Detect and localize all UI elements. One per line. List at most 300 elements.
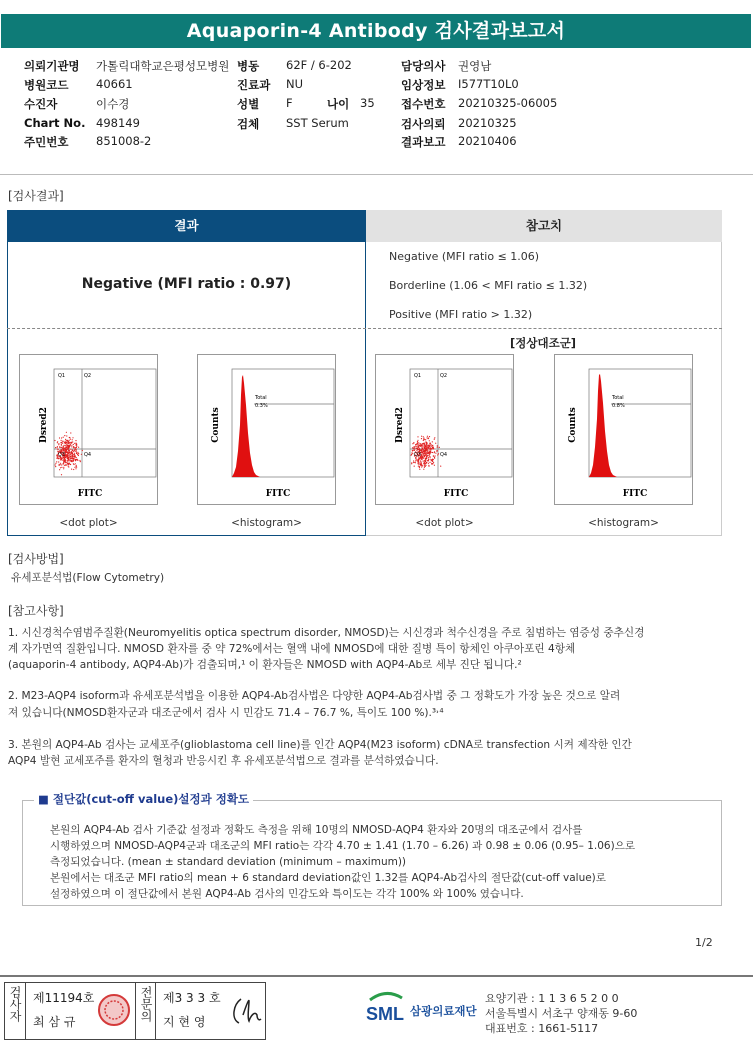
scatter-dot (72, 439, 73, 440)
q1-label: Q1 (414, 373, 422, 379)
scatter-dot (61, 474, 62, 475)
x-axis-label: FITC (443, 489, 469, 499)
scatter-dot (70, 432, 71, 433)
total-percent: 0.3% (255, 403, 268, 409)
scatter-dot (416, 444, 417, 445)
ref-negative: Negative (MFI ratio ≤ 1.06) (389, 250, 540, 263)
scatter-dot (59, 465, 60, 466)
scatter-dot (412, 443, 413, 444)
sml-logo-text: SML (366, 1004, 404, 1024)
scatter-dot (69, 455, 70, 456)
scatter-dot (419, 469, 420, 470)
total-label: Total (612, 395, 624, 401)
scatter-dot (71, 452, 72, 453)
method-text: 유세포분석법(Flow Cytometry) (11, 572, 165, 584)
scatter-dot (431, 464, 432, 465)
scatter-dot (76, 450, 77, 451)
scatter-dot (413, 447, 414, 448)
scatter-dot (421, 438, 422, 439)
scatter-dot (417, 442, 418, 443)
scatter-dot (73, 463, 74, 464)
table-dashed-divider (7, 328, 722, 329)
scatter-dot (438, 453, 439, 454)
scatter-dot (425, 458, 426, 459)
scatter-dot (427, 455, 428, 456)
scatter-dot (66, 435, 67, 436)
q2-label: Q2 (440, 373, 448, 379)
scatter-dot (432, 448, 433, 449)
company-name: 삼광의료재단 (410, 1004, 477, 1018)
cutoff-line-3: 측정되었습니다. (mean ± standard deviation (minimum – maximum)) (50, 856, 407, 868)
scatter-dot (413, 460, 414, 461)
scatter-dot (75, 460, 76, 461)
scatter-dot (423, 439, 424, 440)
scatter-dot (64, 448, 65, 449)
note-3-line-2: AQP4 발현 교세포주를 환자의 혈청과 반응시킨 후 유세포분석법으로 결과를 분석하였습니다. (8, 755, 439, 767)
chart-label: Chart No. (24, 116, 86, 130)
scatter-dot (420, 450, 421, 451)
scatter-dot (422, 465, 423, 466)
scatter-dot (73, 444, 74, 445)
scatter-dot (65, 460, 66, 461)
scatter-dot (419, 448, 420, 449)
scatter-dot (73, 454, 74, 455)
scatter-dot (423, 436, 424, 437)
scatter-dot (63, 468, 64, 469)
scatter-dot (68, 448, 69, 449)
scatter-dot (431, 444, 432, 445)
scatter-dot (65, 439, 66, 440)
scatter-dot (426, 443, 427, 444)
scatter-dot (417, 444, 418, 445)
scatter-dot (71, 456, 72, 457)
scatter-dot (59, 469, 60, 470)
reference-header: 참고치 (366, 210, 722, 242)
scatter-dot (61, 464, 62, 465)
scatter-dot (424, 445, 425, 446)
y-axis-label: Counts (568, 407, 578, 443)
note-1-line-2: 계 자가면역 질환입니다. NMOSD 환자를 중 약 72%에서는 혈액 내에 NMOSD에 대한 질병 특이 항체인 아쿠아포린 4항체 (8, 643, 576, 655)
scatter-dot (437, 447, 438, 448)
scatter-dot (75, 468, 76, 469)
signature-icon (227, 993, 263, 1029)
scatter-dot (418, 445, 419, 446)
resident-value: 851008-2 (96, 134, 152, 148)
page-number: 1/2 (695, 936, 713, 949)
dot-plot-patient-svg (20, 355, 159, 506)
scatter-dot (66, 432, 67, 433)
scatter-dot (80, 461, 81, 462)
scatter-dot (73, 446, 74, 447)
patient-value: 이수경 (96, 97, 130, 111)
report-date-label: 결과보고 (401, 135, 446, 149)
scatter-dot (73, 451, 74, 452)
scatter-dot (70, 439, 71, 440)
ref-positive: Positive (MFI ratio > 1.32) (389, 308, 533, 321)
control-label: [정상대조군] (510, 336, 577, 350)
scatter-dot (75, 447, 76, 448)
ward-label: 병동 (237, 59, 260, 73)
scatter-dot (425, 460, 426, 461)
scatter-dot (68, 459, 69, 460)
scatter-dot (426, 462, 427, 463)
scatter-dot (68, 465, 69, 466)
scatter-dot (72, 450, 73, 451)
signature-box (4, 982, 266, 1040)
scatter-dot (65, 449, 66, 450)
scatter-dot (76, 453, 77, 454)
scatter-dot (68, 446, 69, 447)
scatter-dot (75, 463, 76, 464)
scatter-dot (424, 467, 425, 468)
scatter-dot (65, 445, 66, 446)
scatter-dot (420, 460, 421, 461)
scatter-dot (430, 457, 431, 458)
scatter-dot (429, 456, 430, 457)
scatter-dot (72, 452, 73, 453)
scatter-dot (417, 440, 418, 441)
scatter-dot (437, 454, 438, 455)
department-label: 진료과 (237, 78, 271, 92)
scatter-dot (54, 440, 55, 441)
scatter-dot (418, 444, 419, 445)
scatter-dot (429, 455, 430, 456)
histogram-caption: <histogram> (231, 517, 302, 529)
scatter-dot (70, 460, 71, 461)
scatter-dot (411, 463, 412, 464)
clinical-label: 임상정보 (401, 78, 446, 92)
scatter-dot (424, 452, 425, 453)
request-date-label: 검사의뢰 (401, 117, 446, 131)
scatter-dot (66, 457, 67, 458)
scatter-dot (71, 469, 72, 470)
scatter-dot (76, 444, 77, 445)
scatter-dot (76, 465, 77, 466)
doctor-label: 담당의사 (401, 59, 446, 73)
scatter-dot (429, 450, 430, 451)
scatter-dot (60, 464, 61, 465)
report-title: Aquaporin-4 Antibody 검사결과보고서 (1, 14, 751, 48)
scatter-dot (78, 453, 79, 454)
scatter-dot (74, 450, 75, 451)
report-date-value: 20210406 (458, 134, 517, 148)
scatter-dot (67, 443, 68, 444)
scatter-dot (439, 447, 440, 448)
scatter-dot (60, 463, 61, 464)
scatter-dot (429, 440, 430, 441)
scatter-dot (71, 453, 72, 454)
scatter-dot (432, 445, 433, 446)
scatter-dot (76, 447, 77, 448)
scatter-dot (414, 446, 415, 447)
scatter-dot (425, 441, 426, 442)
note-2-line-2: 져 있습니다(NMOSD환자군과 대조군에서 검사 시 민감도 71.4 – 76.7 %, 특이도 100 %).³˒⁴ (8, 707, 444, 719)
sex-value: F (286, 96, 293, 110)
scatter-dot (57, 448, 58, 449)
scatter-dot (421, 451, 422, 452)
scatter-dot (422, 448, 423, 449)
scatter-dot (82, 450, 83, 451)
scatter-dot (424, 439, 425, 440)
y-axis-label: Dsred2 (395, 407, 405, 443)
hospital-code-label: 병원코드 (24, 78, 69, 92)
scatter-dot (74, 443, 75, 444)
receipt-value: 20210325-06005 (458, 96, 558, 110)
specimen-label: 검체 (237, 117, 260, 131)
scatter-dot (66, 451, 67, 452)
inspector-name: 최 삼 규 (33, 1015, 76, 1029)
scatter-dot (424, 447, 425, 448)
y-axis-label: Counts (211, 407, 221, 443)
scatter-dot (63, 459, 64, 460)
scatter-dot (62, 441, 63, 442)
scatter-dot (58, 461, 59, 462)
scatter-dot (416, 459, 417, 460)
q3-label: Q3 (414, 452, 422, 458)
notes-section-title: [참고사항] (8, 604, 64, 618)
scatter-dot (428, 438, 429, 439)
inspector-number: 제11194호 (33, 991, 95, 1005)
scatter-dot (419, 467, 420, 468)
scatter-dot (60, 447, 61, 448)
scatter-dot (432, 452, 433, 453)
scatter-dot (425, 465, 426, 466)
scatter-dot (426, 452, 427, 453)
x-axis-label: FITC (77, 489, 103, 499)
scatter-dot (427, 437, 428, 438)
scatter-dot (429, 449, 430, 450)
x-axis-label: FITC (622, 489, 648, 499)
scatter-dot (421, 465, 422, 466)
scatter-dot (77, 452, 78, 453)
scatter-dot (77, 454, 78, 455)
scatter-dot (428, 457, 429, 458)
method-section-title: [검사방법] (8, 552, 64, 566)
scatter-dot (428, 459, 429, 460)
scatter-dot (415, 458, 416, 459)
scatter-dot (417, 441, 418, 442)
scatter-dot (426, 442, 427, 443)
scatter-dot (75, 459, 76, 460)
note-3-line-1: 3. 본원의 AQP4-Ab 검사는 교세포주(glioblastoma cell line)를 인간 AQP4(M23 isoform) cDNA로 transfection 시켜 제작한 인간 (8, 739, 632, 751)
scatter-dot (426, 448, 427, 449)
scatter-dot (422, 457, 423, 458)
scatter-dot (425, 466, 426, 467)
scatter-dot (81, 454, 82, 455)
scatter-dot (415, 460, 416, 461)
q1-label: Q1 (58, 373, 66, 379)
scatter-dot (432, 459, 433, 460)
scatter-dot (76, 457, 77, 458)
histogram-control-svg (555, 355, 694, 506)
scatter-dot (432, 461, 433, 462)
scatter-dot (433, 462, 434, 463)
scatter-dot (75, 440, 76, 441)
scatter-dot (424, 448, 425, 449)
scatter-dot (425, 455, 426, 456)
scatter-dot (420, 443, 421, 444)
scatter-dot (74, 454, 75, 455)
scatter-dot (73, 460, 74, 461)
scatter-dot (63, 467, 64, 468)
scatter-dot (55, 466, 56, 467)
scatter-dot (415, 446, 416, 447)
scatter-dot (427, 451, 428, 452)
scatter-dot (55, 463, 56, 464)
scatter-dot (424, 455, 425, 456)
note-1-line-3: (aquaporin-4 antibody, AQP4-Ab)가 검출되며,¹ 이 환자들은 NMOSD with AQP4-Ab로 세부 진단 됩니다.² (8, 659, 522, 671)
scatter-dot (413, 462, 414, 463)
hospital-code-value: 40661 (96, 77, 133, 91)
x-axis-label: FITC (265, 489, 291, 499)
scatter-dot (75, 451, 76, 452)
scatter-dot (76, 445, 77, 446)
scatter-dot (72, 437, 73, 438)
scatter-dot (57, 442, 58, 443)
scatter-dot (418, 460, 419, 461)
scatter-dot (434, 452, 435, 453)
scatter-dot (74, 467, 75, 468)
scatter-dot (65, 441, 66, 442)
resident-label: 주민번호 (24, 135, 69, 149)
scatter-dot (423, 461, 424, 462)
scatter-dot (68, 453, 69, 454)
scatter-dot (433, 456, 434, 457)
histogram-patient-svg (198, 355, 337, 506)
scatter-dot (76, 446, 77, 447)
scatter-dot (61, 459, 62, 460)
total-percent: 0.8% (612, 403, 625, 409)
scatter-dot (71, 443, 72, 444)
scatter-dot (437, 445, 438, 446)
scatter-dot (70, 449, 71, 450)
scatter-dot (419, 466, 420, 467)
scatter-dot (423, 469, 424, 470)
company-address: 서울특별시 서초구 양재동 9-60 (485, 1007, 638, 1020)
company-phone: 대표번호 : 1661-5117 (485, 1022, 599, 1035)
age-label: 나이 (327, 97, 350, 111)
scatter-dot (440, 466, 441, 467)
scatter-dot (432, 441, 433, 442)
scatter-dot (422, 452, 423, 453)
note-2-line-1: 2. M23-AQP4 isoform과 유세포분석법을 이용한 AQP4-Ab검사법은 다양한 AQP4-Ab검사법 중 그 정확도가 가장 높은 것으로 알려 (8, 690, 621, 702)
scatter-dot (420, 462, 421, 463)
scatter-dot (417, 448, 418, 449)
scatter-dot (418, 461, 419, 462)
scatter-dot (66, 465, 67, 466)
ref-borderline: Borderline (1.06 < MFI ratio ≤ 1.32) (389, 279, 588, 292)
scatter-dot (412, 450, 413, 451)
scatter-dot (56, 461, 57, 462)
scatter-dot (70, 464, 71, 465)
scatter-dot (435, 453, 436, 454)
specialist-number: 제3 3 3 호 (163, 991, 221, 1005)
scatter-dot (417, 436, 418, 437)
scatter-dot (68, 452, 69, 453)
scatter-dot (69, 450, 70, 451)
scatter-dot (55, 447, 56, 448)
cutoff-title: ■ 절단값(cut-off value)설정과 정확도 (34, 791, 253, 807)
scatter-dot (64, 458, 65, 459)
scatter-dot (62, 443, 63, 444)
cutoff-line-4: 본원에서는 대조군 MFI ratio의 mean + 6 standard deviation값인 1.32를 AQP4-Ab검사의 절단값(cut-off value)로 (50, 872, 606, 884)
scatter-dot (421, 447, 422, 448)
scatter-dot (69, 437, 70, 438)
scatter-dot (68, 464, 69, 465)
dot-plot-control-svg (376, 355, 515, 506)
scatter-dot (58, 444, 59, 445)
scatter-dot (425, 461, 426, 462)
scatter-dot (59, 437, 60, 438)
scatter-dot (430, 449, 431, 450)
result-header: 결과 (7, 210, 366, 242)
scatter-dot (61, 440, 62, 441)
scatter-dot (422, 444, 423, 445)
scatter-dot (59, 464, 60, 465)
scatter-dot (62, 460, 63, 461)
cutoff-line-2: 시행하였으며 NMOSD-AQP4군과 대조군의 MFI ratio는 각각 4.70 ± 1.41 (1.70 – 6.26) 과 0.98 ± 0.06 (0.95– 1.06)으로 (50, 840, 635, 852)
scatter-dot (79, 460, 80, 461)
scatter-dot (66, 449, 67, 450)
q3-label: Q3 (58, 452, 66, 458)
scatter-dot (74, 457, 75, 458)
scatter-dot (430, 445, 431, 446)
request-date-value: 20210325 (458, 116, 517, 130)
care-code: 요양기관 : 1 1 3 6 5 2 0 0 (485, 992, 619, 1005)
scatter-dot (428, 465, 429, 466)
scatter-dot (71, 446, 72, 447)
scatter-dot (64, 435, 65, 436)
scatter-dot (60, 467, 61, 468)
scatter-dot (67, 461, 68, 462)
scatter-dot (71, 461, 72, 462)
scatter-dot (67, 463, 68, 464)
patient-label: 수진자 (24, 97, 58, 111)
results-section-title: [검사결과] (8, 189, 64, 203)
scatter-dot (70, 456, 71, 457)
scatter-dot (427, 445, 428, 446)
clinical-value: I577T10L0 (458, 77, 519, 91)
dot-plot-caption: <dot plot> (59, 517, 118, 529)
scatter-dot (61, 447, 62, 448)
specialist-label: 전문의 (139, 986, 153, 1022)
scatter-dot (67, 445, 68, 446)
scatter-dot (61, 437, 62, 438)
scatter-dot (67, 456, 68, 457)
scatter-dot (67, 452, 68, 453)
scatter-dot (428, 453, 429, 454)
scatter-dot (414, 449, 415, 450)
scatter-dot (74, 455, 75, 456)
scatter-dot (65, 447, 66, 448)
cutoff-line-5: 설정하였으며 이 절단값에서 본원 AQP4-Ab 검사의 민감도와 특이도는 각각 100% 와 100% 였습니다. (50, 888, 524, 900)
note-1-line-1: 1. 시신경척수염범주질환(Neuromyelitis optica spectrum disorder, NMOSD)는 시신경과 척수신경을 주로 침범하는 염증성 중추신경 (8, 627, 645, 639)
scatter-dot (431, 452, 432, 453)
scatter-dot (424, 450, 425, 451)
scatter-dot (70, 458, 71, 459)
scatter-dot (435, 443, 436, 444)
scatter-dot (64, 465, 65, 466)
scatter-dot (430, 459, 431, 460)
scatter-dot (71, 445, 72, 446)
histogram-patient (197, 354, 336, 505)
cutoff-line-1: 본원의 AQP4-Ab 검사 기준값 설정과 정확도 측정을 위해 10명의 NMOSD-AQP4 환자와 20명의 대조군에서 검사를 (50, 824, 583, 836)
q4-label: Q4 (440, 452, 448, 458)
result-table (7, 210, 722, 536)
scatter-dot (426, 446, 427, 447)
scatter-dot (64, 445, 65, 446)
scatter-dot (61, 467, 62, 468)
